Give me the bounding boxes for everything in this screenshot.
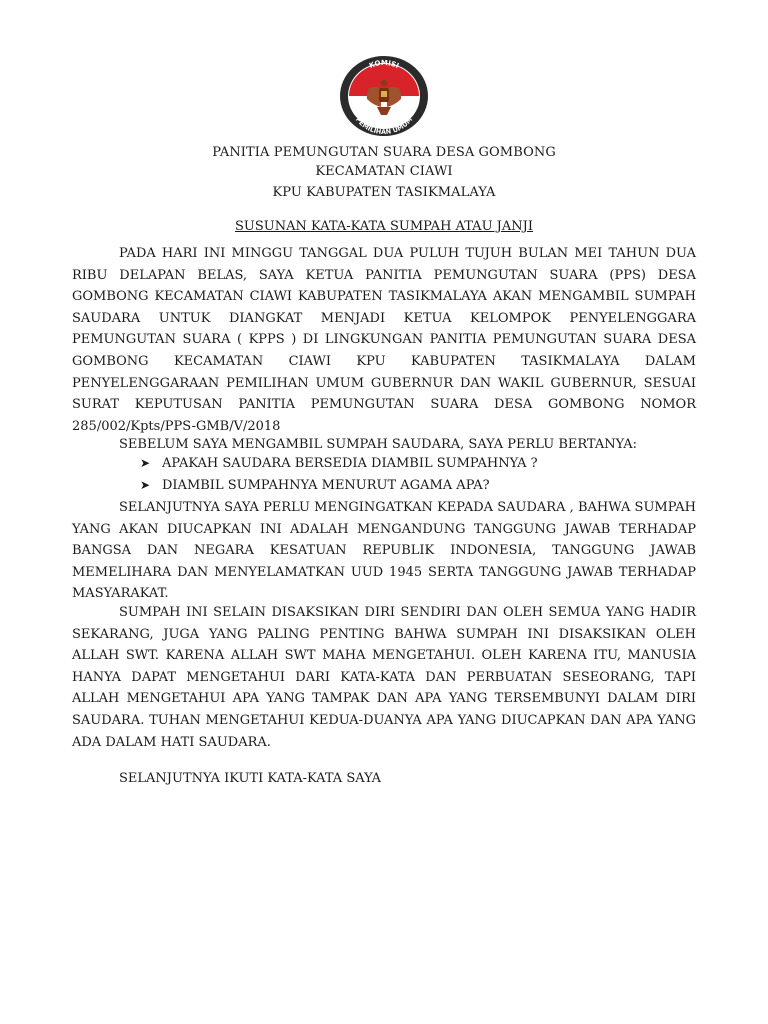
logo-top-text: KOMISI	[368, 58, 401, 70]
bullet-item-1	[140, 456, 538, 471]
bullet-item-2	[140, 478, 490, 493]
arrow-bullet-icon: ➤	[140, 478, 151, 492]
paragraph-opening: PADA HARI INI MINGGU TANGGAL DUA PULUH TUJUH BULAN MEI TAHUN DUA RIBU DELAPAN BELAS, SAYA KETUA PANITIA PEMUNGUTAN SUARA (PPS) DESA GOMBONG KECAMATAN CIAWI KABUPATEN TASIKMALAYA AKAN MENGAMBIL SUMPAH SAUDARA UNTUK DIANGKAT MENJADI KETUA KELOMPOK PENYELENGGARA PEMUNGUTAN SUARA ( KPPS ) DI LINGKUNGAN PANITIA PEMUNGUTAN SUARA DESA GOMBONG KECAMATAN CIAWI KPU KABUPATEN TASIKMALAYA DALAM PENYELENGGARAAN PEMILIHAN UMUM GUBERNUR DAN WAKIL GUBERNUR, SESUAI SURAT KEPUTUSAN PANITIA PEMUNGUTAN SUARA DESA GOMBONG NOMOR 285/002/Kpts/PPS-GMB/V/2018	[72, 246, 696, 434]
header-line-2: KECAMATAN CIAWI	[315, 164, 453, 179]
bullet-text-1: APAKAH SAUDARA BERSEDIA DIAMBIL SUMPAHNYA ?	[162, 456, 538, 471]
kpu-logo	[339, 55, 429, 137]
arrow-bullet-icon: ➤	[140, 456, 151, 470]
paragraph-witness: SUMPAH INI SELAIN DISAKSIKAN DIRI SENDIRI DAN OLEH SEMUA YANG HADIR SEKARANG, JUGA YANG PALING PENTING BAHWA SUMPAH INI DISAKSIKAN OLEH ALLAH SWT. KARENA ALLAH SWT MAHA MENGETAHUI. OLEH KARENA ITU, MANUSIA HANYA DAPAT MENGETAHUI DARI KATA-KATA DAN PERBUATAN SESEORANG, TAPI ALLAH MENGETAHUI APA YANG TAMPAK DAN APA YANG TERSEMBUNYI DALAM DIRI SAUDARA. TUHAN MENGETAHUI KEDUA-DUANYA APA YANG DIUCAPKAN DAN APA YANG ADA DALAM HATI SAUDARA.	[72, 605, 696, 750]
bullet-text-2: DIAMBIL SUMPAHNYA MENURUT AGAMA APA?	[162, 478, 490, 493]
document-title: SUSUNAN KATA-KATA SUMPAH ATAU JANJI	[235, 219, 533, 234]
paragraph-reminder: SELANJUTNYA SAYA PERLU MENGINGATKAN KEPADA SAUDARA , BAHWA SUMPAH YANG AKAN DIUCAPKAN INI ADALAH MENGANDUNG TANGGUNG JAWAB TERHADAP BANGSA DAN NEGARA KESATUAN REPUBLIK INDONESIA, TANGGUNG JAWAB MEMELIHARA DAN MENYELAMATKAN UUD 1945 SERTA TANGGUNG JAWAB TERHADAP MASYARAKAT.	[72, 500, 696, 602]
logo-bottom-text: PEMILIHAN UMUM	[353, 115, 415, 137]
header-line-3: KPU KABUPATEN TASIKMALAYA	[272, 185, 496, 200]
paragraph-question-intro: SEBELUM SAYA MENGAMBIL SUMPAH SAUDARA, SAYA PERLU BERTANYA:	[119, 437, 637, 452]
paragraph-closing: SELANJUTNYA IKUTI KATA-KATA SAYA	[119, 771, 382, 786]
header-line-1: PANITIA PEMUNGUTAN SUARA DESA GOMBONG	[212, 145, 556, 160]
